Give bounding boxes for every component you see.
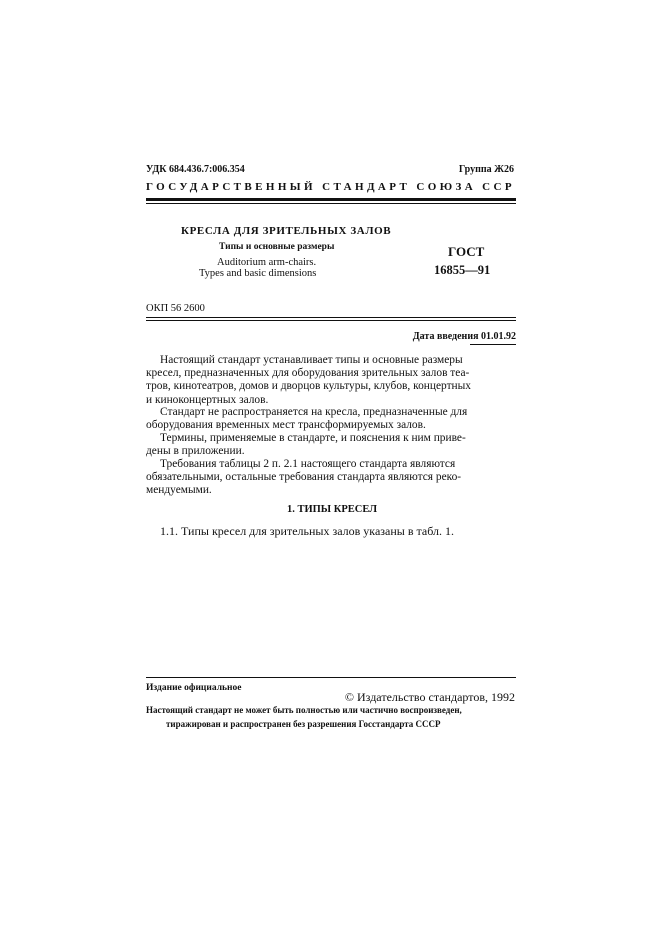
text-line: и киноконцертных залов. [146, 393, 269, 406]
text-line: тров, кинотеатров, домов и дворцов культуры, клубов, концертных [146, 380, 471, 393]
udk-code: УДК 684.436.7:006.354 [146, 164, 245, 175]
header-rule-thin [146, 203, 516, 204]
text-line: мендуемыми. [146, 484, 212, 497]
header-rule-thick [146, 198, 516, 201]
official-edition: Издание официальное [146, 683, 242, 693]
text-line: Настоящий стандарт устанавливает типы и основные размеры [160, 354, 463, 366]
text-line: обязательными, остальные требования стандарта являются реко- [146, 471, 462, 484]
title-en-line1: Auditorium arm-chairs. [217, 257, 317, 268]
section-heading: 1. ТИПЫ КРЕСЕЛ [286, 504, 378, 515]
footer-rule [146, 677, 516, 678]
document-title: КРЕСЛА ДЛЯ ЗРИТЕЛЬНЫХ ЗАЛОВ [181, 225, 392, 237]
text-line: оборудования временных мест трансформируемых залов. [146, 419, 426, 432]
notice-line2: тиражирован и распространен без разрешения Госстандарта СССР [166, 719, 441, 729]
paragraph-exclusion [146, 406, 518, 432]
copyright: © Издательство стандартов, 1992 [344, 690, 515, 704]
paragraph-terms [146, 432, 518, 458]
text-line: дены в приложении. [146, 445, 245, 458]
notice-line1: Настоящий стандарт не может быть полностью или частично воспроизведен, [146, 705, 462, 715]
document-subtitle: Типы и основные размеры [219, 242, 335, 252]
group-code: Группа Ж26 [458, 164, 514, 175]
paragraph-scope [146, 354, 518, 407]
intro-date-underline [470, 344, 516, 345]
okp-code: ОКП 56 2600 [146, 303, 205, 314]
gost-label: ГОСТ [448, 244, 485, 259]
okp-rule-2 [146, 320, 516, 321]
title-en-line2: Types and basic dimensions [199, 268, 317, 279]
text-line: кресел, предназначенных для оборудования зрительных залов теа- [146, 367, 470, 380]
gost-number: 16855—91 [434, 263, 491, 277]
text-line: Требования таблицы 2 п. 2.1 настоящего стандарта являются [160, 458, 456, 470]
text-line: Стандарт не распространяется на кресла, предназначенные для [160, 406, 468, 418]
clause-1-1: 1.1. Типы кресел для зрительных залов указаны в табл. 1. [160, 524, 454, 538]
text-line: Термины, применяемые в стандарте, и пояснения к ним приве- [160, 432, 466, 444]
intro-date: Дата введения 01.01.92 [412, 331, 516, 342]
standard-banner: ГОСУДАРСТВЕННЫЙ СТАНДАРТ СОЮЗА ССР [146, 181, 515, 193]
paragraph-requirements [146, 458, 518, 498]
okp-rule-1 [146, 317, 516, 318]
